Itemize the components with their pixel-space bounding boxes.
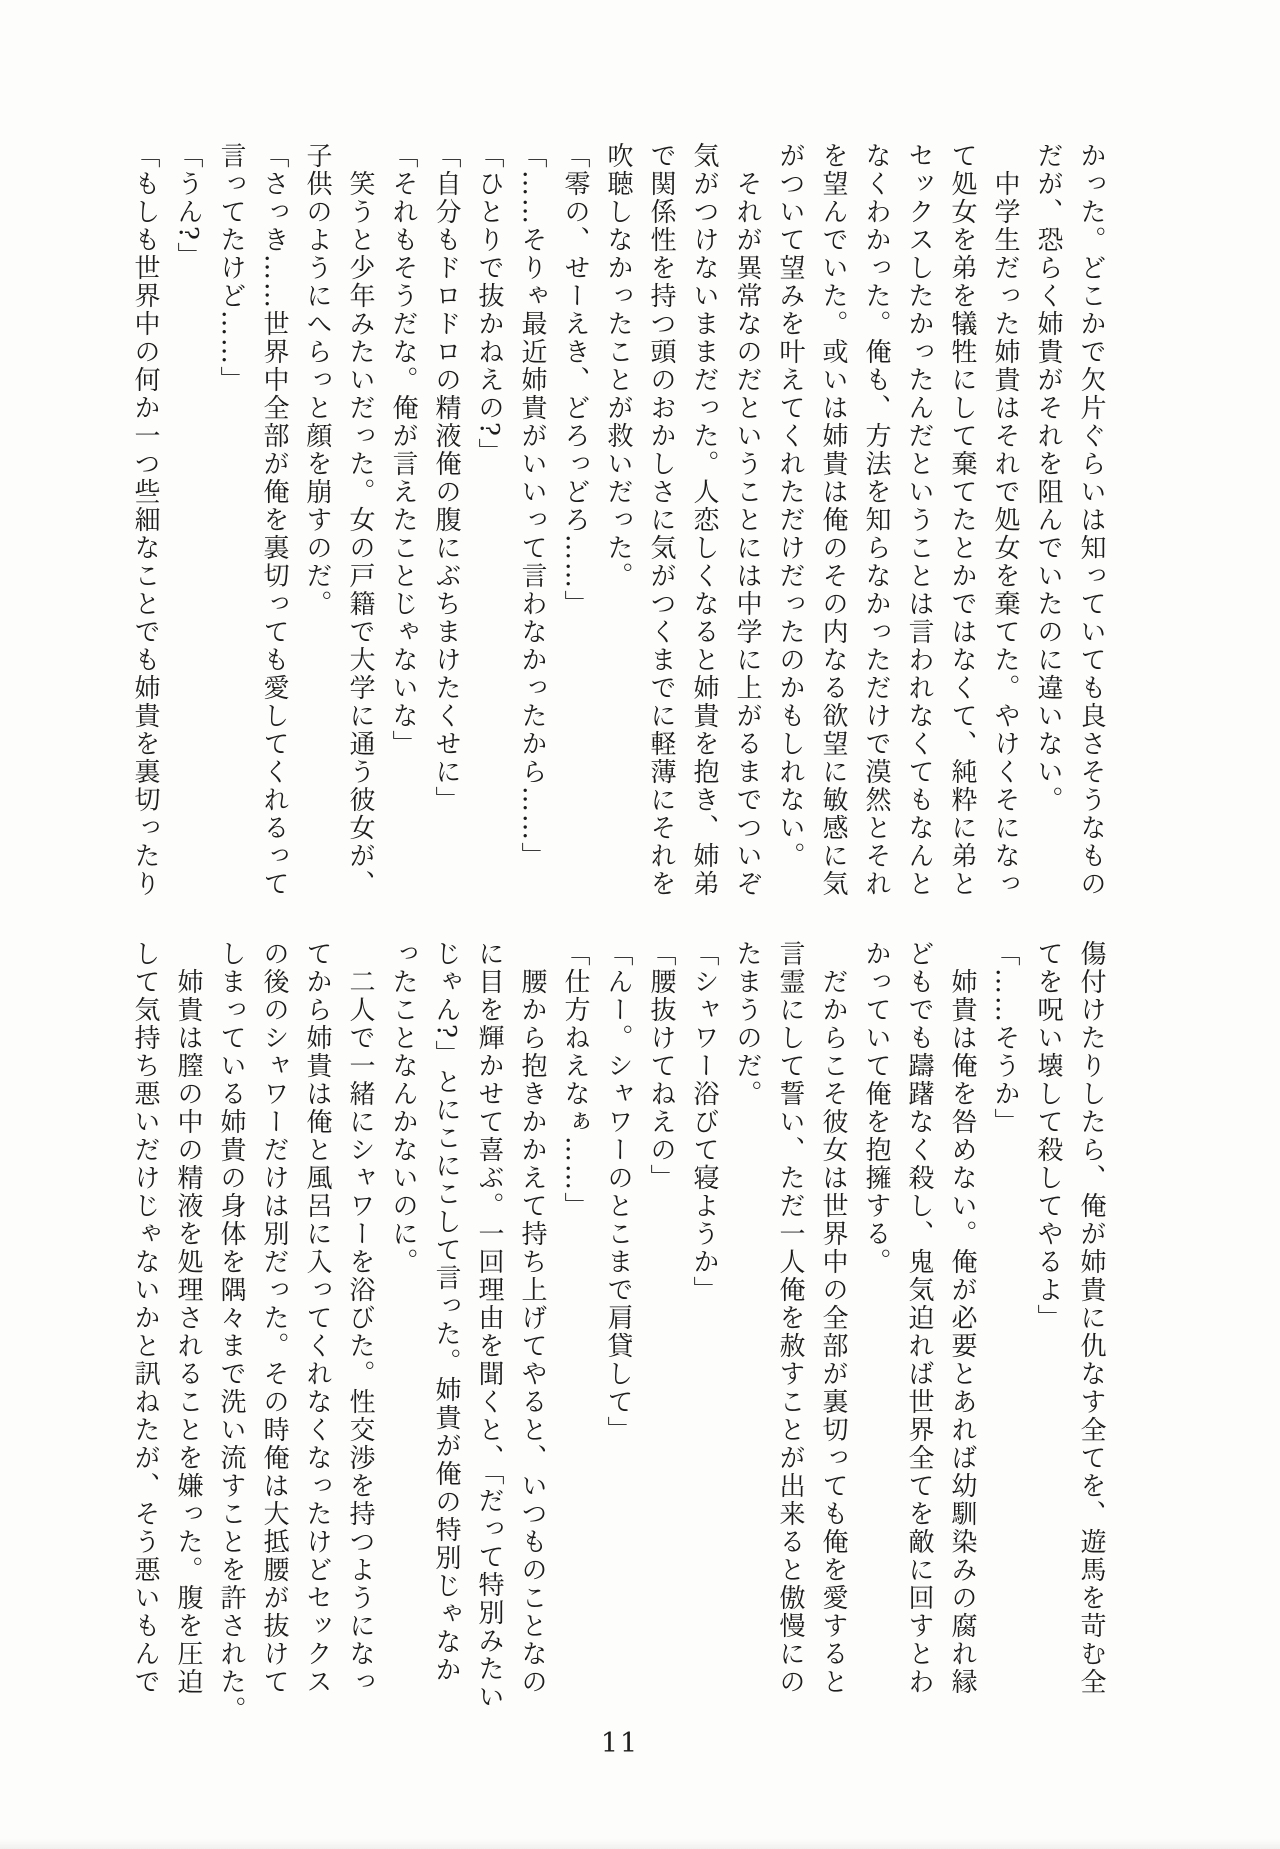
text-column: 傷付けたりしたら、俺が姉貴に仇なす全てを、遊馬を苛む全 xyxy=(1076,940,1106,1696)
text-column: 二人で一緒にシャワーを浴びた。性交渉を持つようになっ xyxy=(345,940,375,1696)
text-column: だが、恐らく姉貴がそれを阻んでいたのに違いない。 xyxy=(1033,142,1063,814)
text-column: 「零の、せーえき、どろっどろ……」 xyxy=(560,142,590,618)
text-column: 姉貴は膣の中の精液を処理されることを嫌った。腹を圧迫 xyxy=(173,940,203,1696)
text-column: 気がつけないままだった。人恋しくなると姉貴を抱き、姉弟 xyxy=(689,142,719,898)
text-column: 「……そりゃ最近姉貴がいいって言わなかったから……」 xyxy=(517,142,547,870)
text-column: かっていて俺を抱擁する。 xyxy=(861,940,891,1276)
text-column: てから姉貴は俺と風呂に入ってくれなくなったけどセックス xyxy=(302,940,332,1696)
text-column: して気持ち悪いだけじゃないかと訊ねたが、そう悪いもんで xyxy=(130,940,160,1696)
page-number: 11 xyxy=(600,1728,640,1759)
text-column: じゃん?」とにこにこして言った。姉貴が俺の特別じゃなか xyxy=(431,940,461,1684)
text-column: 笑うと少年みたいだった。女の戸籍で大学に通う彼女が、 xyxy=(345,142,375,898)
text-column: の後のシャワーだけは別だった。その時俺は大抵腰が抜けて xyxy=(259,940,289,1696)
text-column: 「腰抜けてねえの」 xyxy=(646,940,676,1192)
novel-text-band-top xyxy=(123,142,1112,932)
text-column: を望んでいた。或いは姉貴は俺のその内なる欲望に敏感に気 xyxy=(818,142,848,898)
text-column: 「自分もドロドロの精液俺の腹にぶちまけたくせに」 xyxy=(431,142,461,814)
text-column: 言ってたけど……」 xyxy=(216,142,246,394)
text-column: 「それもそうだな。俺が言えたことじゃないな」 xyxy=(388,142,418,758)
text-column: それが異常なのだということには中学に上がるまでついぞ xyxy=(732,142,762,898)
novel-text-band-bottom xyxy=(123,940,1112,1730)
text-column: 言霊にして誓い、ただ一人俺を赦すことが出来ると傲慢にの xyxy=(775,940,805,1696)
text-column: で関係性を持つ頭のおかしさに気がつくまでに軽薄にそれを xyxy=(646,142,676,898)
text-column: に目を輝かせて喜ぶ。一回理由を聞くと、「だって特別みたい xyxy=(474,940,504,1711)
text-column: 「もしも世界中の何か一つ些細なことでも姉貴を裏切ったり xyxy=(130,142,160,898)
text-column: てを呪い壊して殺してやるよ」 xyxy=(1033,940,1063,1332)
text-column: 吹聴しなかったことが救いだった。 xyxy=(603,142,633,590)
text-column: 子供のようにへらっと顔を崩すのだ。 xyxy=(302,142,332,618)
text-column: しまっている姉貴の身体を隅々まで洗い流すことを許された。 xyxy=(216,940,246,1724)
text-column: て処女を弟を犠牲にして棄てたとかではなくて、純粋に弟と xyxy=(947,142,977,898)
text-column: 「ひとりで抜かねえの?」 xyxy=(474,142,504,466)
text-column: 「んー。シャワーのとこまで肩貸して」 xyxy=(603,940,633,1444)
text-column: なくわかった。俺も、方法を知らなかっただけで漠然とそれ xyxy=(861,142,891,898)
text-column: 「シャワー浴びて寝ようか」 xyxy=(689,940,719,1304)
text-column: 「うん?」 xyxy=(173,142,203,270)
text-column: だからこそ彼女は世界中の全部が裏切っても俺を愛すると xyxy=(818,940,848,1696)
text-column: 中学生だった姉貴はそれで処女を棄てた。やけくそになっ xyxy=(990,142,1020,898)
text-column: 「……そうか」 xyxy=(990,940,1020,1136)
text-column: 「仕方ねえなぁ……」 xyxy=(560,940,590,1220)
text-column: かった。どこかで欠片ぐらいは知っていても良さそうなもの xyxy=(1076,142,1106,898)
text-column: ったことなんかないのに。 xyxy=(388,940,418,1276)
text-column: セックスしたかったんだということは言われなくてもなんと xyxy=(904,142,934,898)
text-column: どもでも躊躇なく殺し、鬼気迫れば世界全てを敵に回すとわ xyxy=(904,940,934,1696)
text-column: がついて望みを叶えてくれただけだったのかもしれない。 xyxy=(775,142,805,870)
text-column: 腰から抱きかかえて持ち上げてやると、いつものことなの xyxy=(517,940,547,1696)
text-column: たまうのだ。 xyxy=(732,940,762,1108)
text-column: 「さっき……世界中全部が俺を裏切っても愛してくれるって xyxy=(259,142,289,898)
text-column: 姉貴は俺を咎めない。俺が必要とあれば幼馴染みの腐れ縁 xyxy=(947,940,977,1696)
